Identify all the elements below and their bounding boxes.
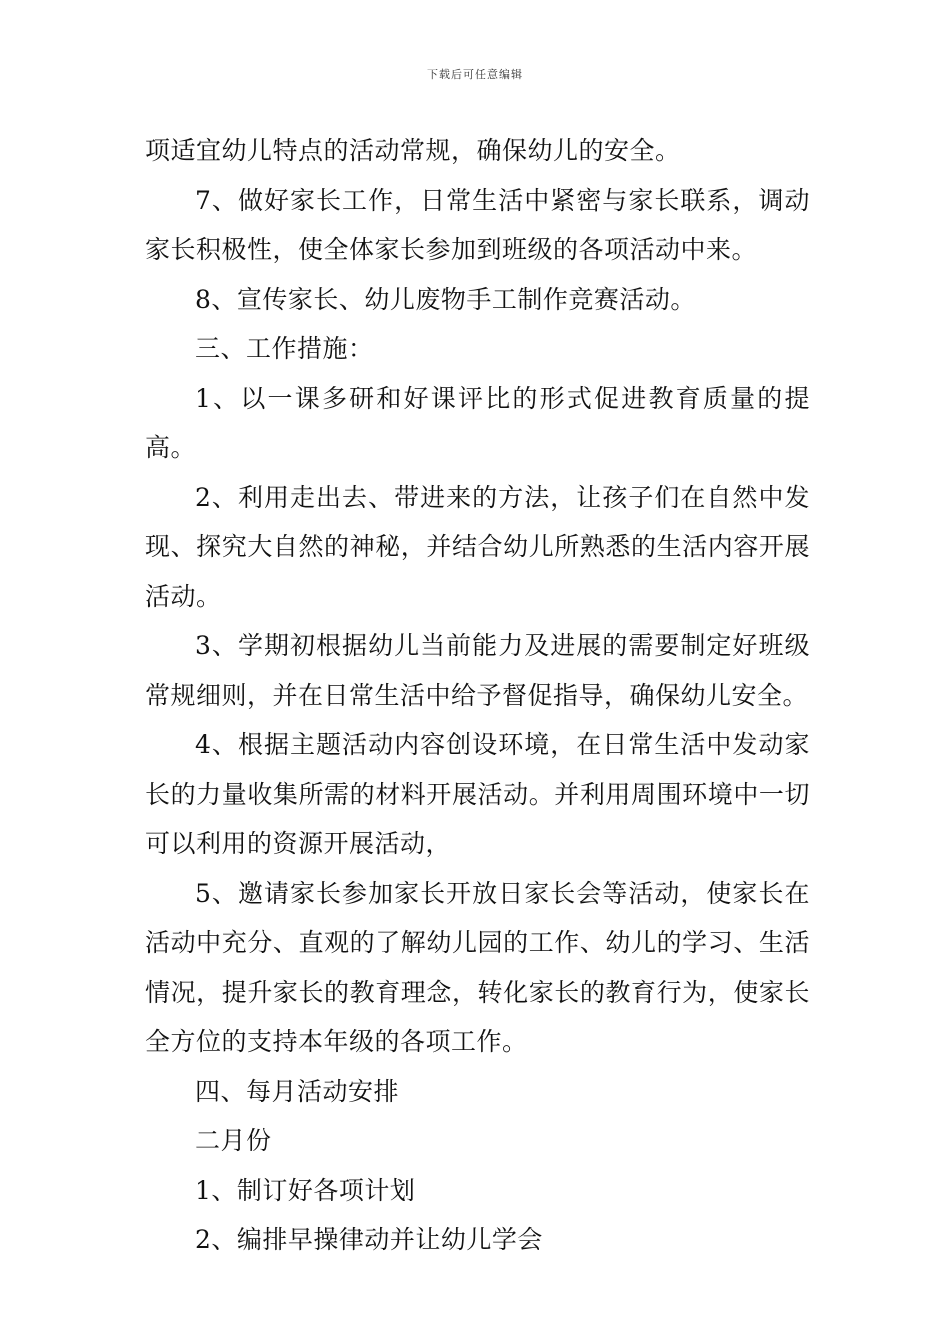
page-header-note: 下载后可任意编辑 xyxy=(427,68,523,81)
measure-item-2: 2、利用走出去、带进来的方法，让孩子们在自然中发现、探究大自然的神秘，并结合幼儿所熟悉的生活内容开展活动。 xyxy=(145,482,810,611)
paragraph-item-7: 7、做好家长工作，日常生活中紧密与家长联系，调动家长积极性，使全体家长参加到班级的各项活动中来。 xyxy=(145,185,810,264)
document-body xyxy=(145,126,810,1265)
paragraph-item-8: 8、宣传家长、幼儿废物手工制作竞赛活动。 xyxy=(195,284,696,314)
february-item-2: 2、编排早操律动并让幼儿学会 xyxy=(195,1225,543,1254)
measure-item-1: 1、以一课多研和好课评比的形式促进教育质量的提高。 xyxy=(145,383,810,462)
section-heading-measures: 三、工作措施： xyxy=(195,334,374,363)
section-heading-monthly: 四、每月活动安排 xyxy=(195,1076,400,1106)
measure-item-4: 4、根据主题活动内容创设环境，在日常生活中发动家长的力量收集所需的材料开展活动。并利用周围环境中一切可以利用的资源开展活动， xyxy=(145,730,810,858)
measure-item-3: 3、学期初根据幼儿当前能力及进展的需要制定好班级常规细则，并在日常生活中给予督促指导，确保幼儿安全。 xyxy=(145,631,810,710)
month-heading-february: 二月份 xyxy=(195,1126,272,1155)
paragraph-continuation: 项适宜幼儿特点的活动常规，确保幼儿的安全。 xyxy=(145,136,681,165)
february-item-1: 1、制订好各项计划 xyxy=(195,1175,416,1205)
measure-item-5: 5、邀请家长参加家长开放日家长会等活动，使家长在活动中充分、直观的了解幼儿园的工作、幼儿的学习、生活情况，提升家长的教育理念，转化家长的教育行为，使家长全方位的支持本年级的各项工作。 xyxy=(145,878,810,1056)
